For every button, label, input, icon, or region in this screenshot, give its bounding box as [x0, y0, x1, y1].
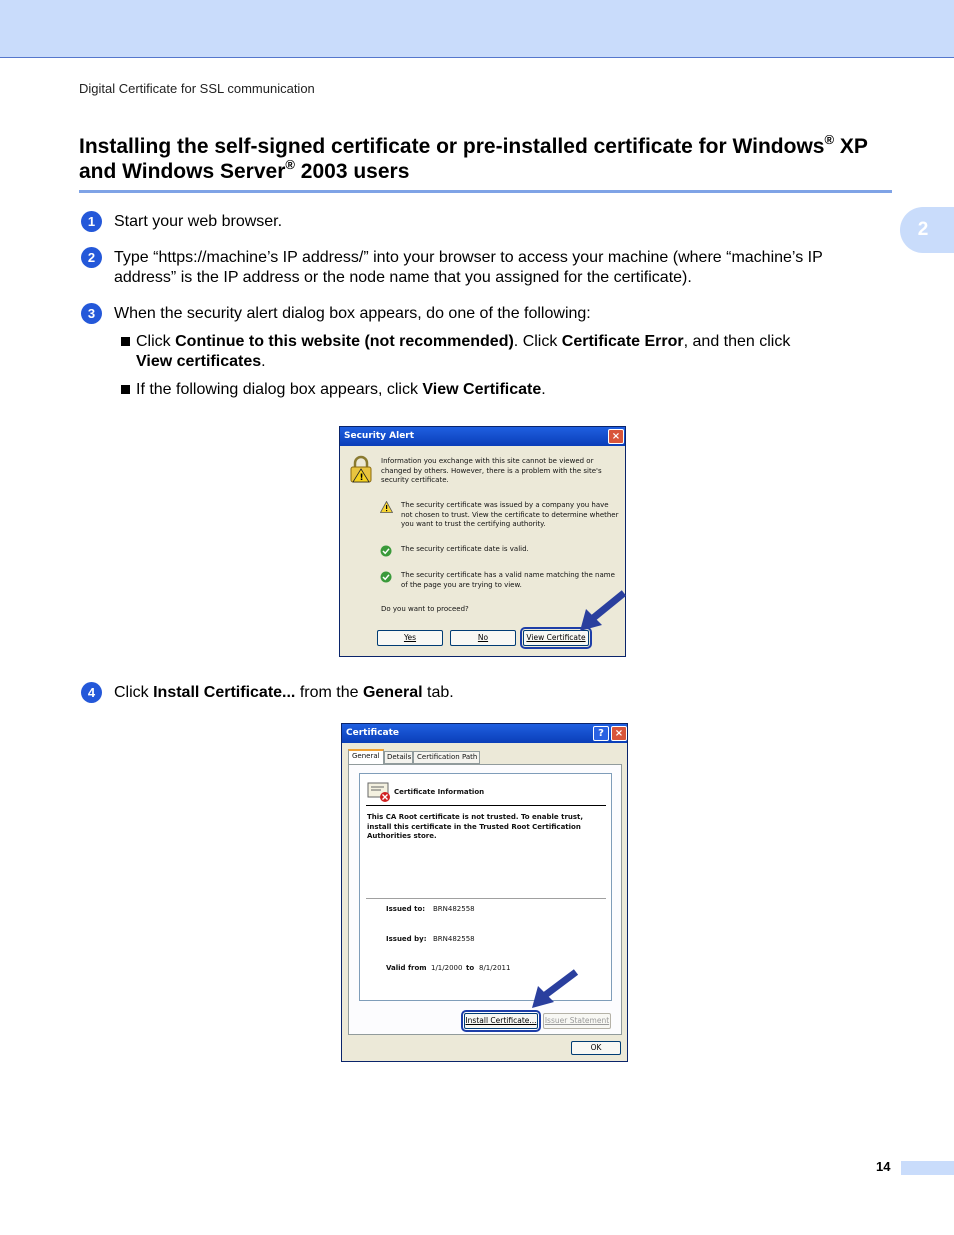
step-number-4: 4 [81, 682, 102, 703]
title-line1-end: XP [834, 135, 868, 158]
step-4-bold-install: Install Certificate... [153, 684, 296, 701]
security-alert-intro [381, 457, 621, 486]
security-item-3 [401, 571, 623, 590]
certificate-info-box [359, 773, 612, 1001]
certificate-dialog [341, 723, 628, 1062]
step-number-1: 1 [81, 211, 102, 232]
title-line1: Installing the self-signed certificate or pre-installed certificate for Windows [79, 135, 825, 158]
install-certificate-button[interactable]: Install Certificate... [464, 1013, 538, 1029]
proceed-question: Do you want to proceed? [381, 605, 469, 613]
valid-to-label: to [466, 964, 475, 972]
bullet-marker [121, 385, 130, 394]
bullet-2-pre: If the following dialog box appears, click [136, 381, 423, 398]
chapter-tab [900, 207, 954, 253]
title-rule [79, 190, 892, 193]
warning-icon [380, 501, 393, 513]
valid-from-value: 1/1/2000 [431, 964, 463, 972]
ok-button[interactable]: OK [571, 1041, 621, 1055]
bullet-1-mid: . Click [513, 333, 562, 350]
step-number-2: 2 [81, 247, 102, 268]
page-number-bar [901, 1161, 954, 1175]
close-icon[interactable]: × [608, 429, 624, 444]
intro-line: Information you exchange with this site cannot be viewed or [381, 457, 594, 465]
warning-line: install this certificate in the Trusted Root Certification [367, 822, 581, 831]
page-number: 14 [876, 1159, 891, 1174]
no-button[interactable]: No [450, 630, 516, 646]
heading-divider [366, 805, 606, 806]
tab-general-label: General [352, 752, 380, 760]
item-line: not chosen to trust. View the certificate to determine whether [401, 510, 619, 519]
registered-mark: ® [824, 132, 835, 147]
check-icon [380, 571, 392, 583]
details-divider [366, 898, 606, 899]
bullet-1-post: , and then click [683, 333, 791, 350]
step-4-bold-general: General [362, 684, 423, 701]
certificate-error-icon [367, 781, 391, 803]
tab-details[interactable] [384, 751, 413, 764]
step-1-text: Start your web browser. [114, 213, 283, 230]
issued-by-value: BRN482558 [433, 935, 475, 943]
bullet-2 [136, 380, 876, 400]
step-4-pre: Click [114, 684, 154, 701]
running-head: Digital Certificate for SSL communication [79, 81, 315, 96]
bullet-2-end: . [541, 381, 546, 398]
step-2-line1: Type “https://machine’s IP address/” into your browser to access your machine (where “machine’s IP [114, 249, 823, 266]
intro-line: changed by others. However, there is a problem with the site's [381, 466, 602, 475]
certificate-title: Certificate [346, 728, 400, 738]
step-4-text [114, 683, 454, 703]
header-band [0, 0, 954, 58]
title-line2-end: 2003 users [294, 160, 410, 183]
svg-text:!: ! [359, 473, 364, 483]
step-number-3: 3 [81, 303, 102, 324]
bullet-marker [121, 337, 130, 346]
item-line: The security certificate has a valid name matching the name [401, 571, 615, 579]
check-icon [380, 545, 392, 557]
registered-mark: ® [285, 157, 295, 172]
cert-info-heading: Certificate Information [394, 788, 485, 796]
issued-to-label: Issued to: [386, 905, 426, 913]
issued-to-value: BRN482558 [433, 905, 475, 913]
item-line: of the page you are trying to view. [401, 580, 522, 589]
security-item-2 [401, 545, 623, 555]
tab-cert-path-label: Certification Path [417, 753, 478, 761]
step-4-post: tab. [422, 684, 454, 701]
item-line: The security certificate date is valid. [401, 545, 529, 553]
view-certificate-button[interactable]: View Certificate [523, 630, 589, 646]
tab-certification-path[interactable] [413, 751, 480, 764]
valid-to-value: 8/1/2011 [479, 964, 511, 972]
bullet-1-bold-view-certs: View certificates [136, 353, 262, 370]
close-icon[interactable]: × [611, 726, 627, 741]
general-tab-panel [348, 764, 622, 1035]
tab-general[interactable] [348, 749, 384, 764]
bullet-1-end: . [261, 353, 266, 370]
issuer-statement-button[interactable]: Issuer Statement [543, 1013, 611, 1029]
security-alert-titlebar [340, 427, 625, 446]
bullet-1-pre: Click [136, 333, 176, 350]
help-icon[interactable]: ? [593, 726, 609, 741]
pointer-arrow-icon [528, 968, 580, 1012]
bullet-1 [136, 332, 876, 372]
item-line: you want to trust the certifying authority. [401, 520, 546, 528]
bullet-1-bold-continue: Continue to this website (not recommended) [175, 333, 514, 350]
valid-from-label: Valid from [386, 964, 427, 972]
step-4-mid: from the [295, 684, 363, 701]
pointer-arrow-icon [576, 589, 628, 635]
security-alert-title: Security Alert [344, 431, 415, 441]
yes-button[interactable]: Yes [377, 630, 443, 646]
issued-by-label: Issued by: [386, 935, 427, 943]
step-3-text: When the security alert dialog box appears, do one of the following: [114, 305, 591, 322]
certificate-titlebar [342, 724, 627, 743]
title-line2: and Windows Server [79, 160, 286, 183]
chapter-number: 2 [917, 219, 929, 240]
bullet-2-bold-view-cert: View Certificate [422, 381, 542, 398]
lock-icon [347, 454, 375, 484]
step-2-line2: address” is the IP address or the node name that you assigned for the certificate). [114, 269, 692, 286]
section-title [79, 134, 891, 184]
item-line: The security certificate was issued by a company you have [401, 501, 609, 509]
cert-warning-text [367, 813, 607, 842]
security-item-1 [401, 501, 623, 530]
tab-details-label: Details [387, 753, 412, 761]
intro-line: security certificate. [381, 476, 449, 484]
bullet-1-bold-cert-error: Certificate Error [561, 333, 684, 350]
warning-line: Authorities store. [367, 832, 437, 840]
warning-line: This CA Root certificate is not trusted. To enable trust, [367, 813, 584, 821]
